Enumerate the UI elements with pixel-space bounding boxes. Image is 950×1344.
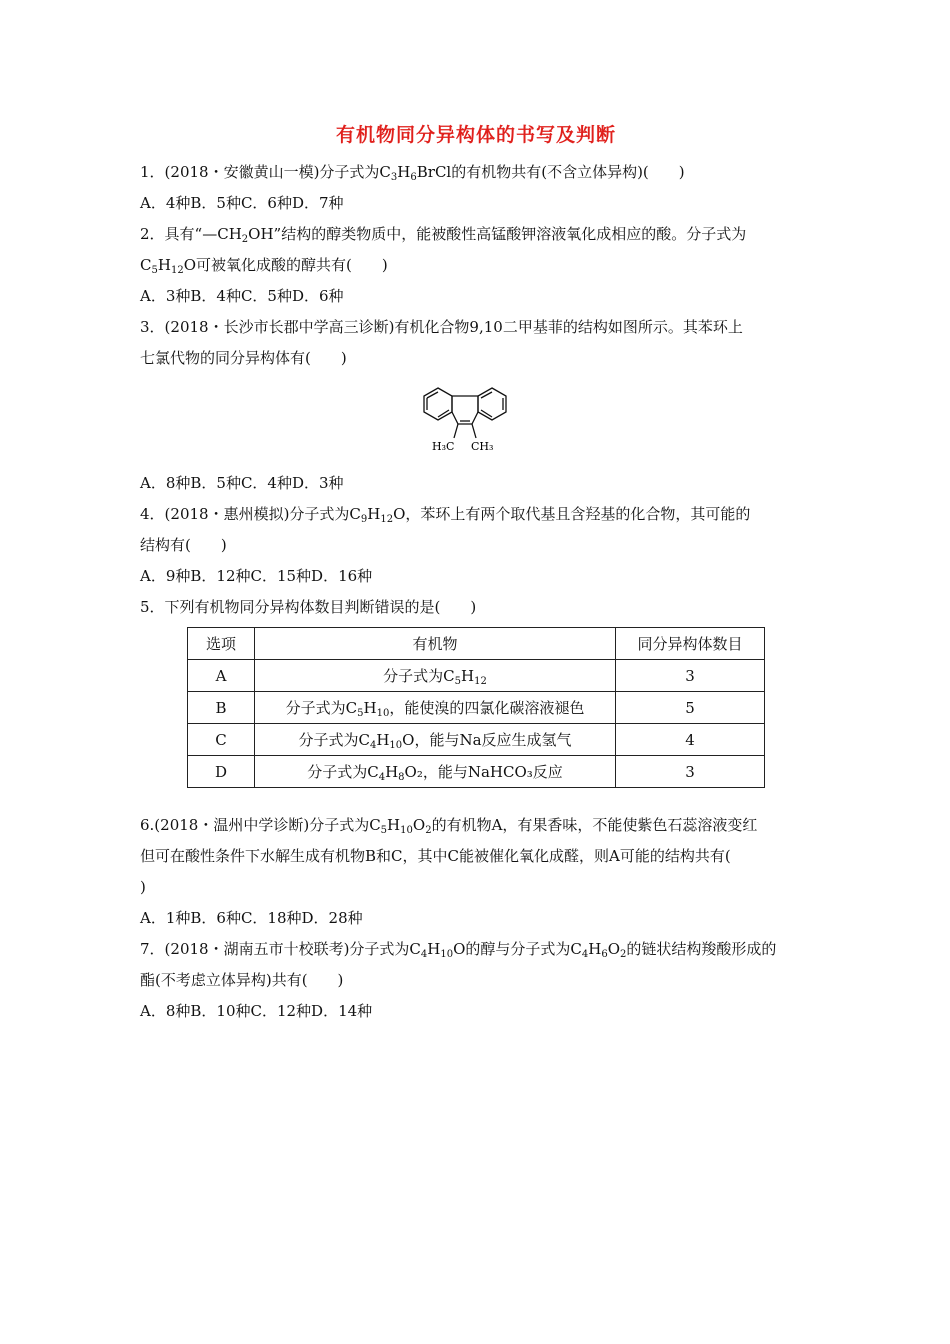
question-7-line2: 酯(不考虑立体异构)共有( ): [140, 971, 344, 989]
table-cell: 4: [616, 724, 765, 756]
question-4-line2: 结构有( ): [140, 536, 227, 554]
ring-left: [424, 388, 452, 420]
table-row: [188, 756, 765, 788]
question-2: 2．具有“$—CH_2OH$”结构的醇类物质中，能被酸性高锰酸钾溶液氧化成相应的酸。分子式为: [140, 225, 747, 245]
table-header: 有机物: [255, 628, 616, 660]
table-cell: 分子式为$C_4H_8O_2$，能与NaHCO₃反应: [255, 756, 616, 788]
question-1-options: A．4种B．5种C．6种D．7种: [140, 194, 344, 212]
table-header-row: [188, 628, 765, 660]
table-cell: 3: [616, 756, 765, 788]
isomer-table: [187, 627, 765, 788]
ring-right: [478, 388, 506, 420]
question-4-options: A．9种B．12种C．15种D．16种: [140, 567, 373, 585]
question-6-line2: 但可在酸性条件下水解生成有机物B和C，其中C能被催化氧化成醛，则A可能的结构共有(: [140, 847, 731, 865]
table-row: [188, 692, 765, 724]
question-7: 7．(2018・湖南五市十校联考)分子式为$C_4H_{10}O$的醇与分子式为$C_4H_6O_2$的链状结构羧酸形成的: [140, 940, 777, 960]
table-cell: 分子式为$C_5H_{12}$: [255, 660, 616, 692]
table-cell: C: [188, 724, 255, 756]
question-3-line2: 七氯代物的同分异构体有( ): [140, 349, 347, 367]
table-header: 选项: [188, 628, 255, 660]
question-5: 5．下列有机物同分异构体数目判断错误的是( ): [140, 598, 477, 616]
table-cell: B: [188, 692, 255, 724]
page-title: 有机物同分异构体的书写及判断: [335, 124, 616, 146]
bond: [438, 410, 449, 417]
methyl-bond-left: [454, 424, 458, 438]
question-1: 1．(2018・安徽黄山一模)分子式为$C_3H_6BrCl$的有机物共有(不含立体异构)( ): [140, 163, 685, 183]
question-6-line3: ): [140, 878, 146, 896]
question-2-options: A．3种B．4种C．5种D．6种: [140, 287, 344, 305]
phenanthrene-structure: [416, 380, 536, 464]
methyl-label-left: H₃C: [432, 440, 455, 453]
document-page: [140, 120, 812, 1027]
spacer: [140, 788, 812, 810]
table-cell: 分子式为$C_4H_{10}O$，能与Na反应生成氢气: [255, 724, 616, 756]
methyl-bond-right: [472, 424, 476, 438]
table-row: [188, 660, 765, 692]
table-cell: 3: [616, 660, 765, 692]
table-cell: A: [188, 660, 255, 692]
table-cell: 5: [616, 692, 765, 724]
ring-middle: [452, 396, 478, 424]
bond: [481, 410, 492, 417]
table-cell: D: [188, 756, 255, 788]
table-cell: 分子式为$C_5H_{10}$，能使溴的四氯化碳溶液褪色: [255, 692, 616, 724]
table-row: [188, 724, 765, 756]
question-6: 6.(2018・温州中学诊断)分子式为$C_5H_{10}O_2$的有机物A，有果香味，不能使紫色石蕊溶液变红: [140, 816, 758, 836]
question-4: 4．(2018・惠州模拟)分子式为$C_9H_{12}O$，苯环上有两个取代基且含羟基的化合物，其可能的: [140, 505, 751, 525]
question-7-options: A．8种B．10种C．12种D．14种: [140, 1002, 373, 1020]
table-header: 同分异构体数目: [616, 628, 765, 660]
question-2-line2: $C_5H_{12}O$可被氧化成酸的醇共有( ): [140, 256, 388, 276]
question-3: 3．(2018・长沙市长郡中学高三诊断)有机化合物9,10二甲基菲的结构如图所示。其苯环上: [140, 318, 743, 336]
structure-figure: [140, 380, 812, 464]
question-6-options: A．1种B．6种C．18种D．28种: [140, 909, 363, 927]
question-3-options: A．8种B．5种C．4种D．3种: [140, 474, 344, 492]
methyl-label-right: CH₃: [471, 440, 494, 453]
